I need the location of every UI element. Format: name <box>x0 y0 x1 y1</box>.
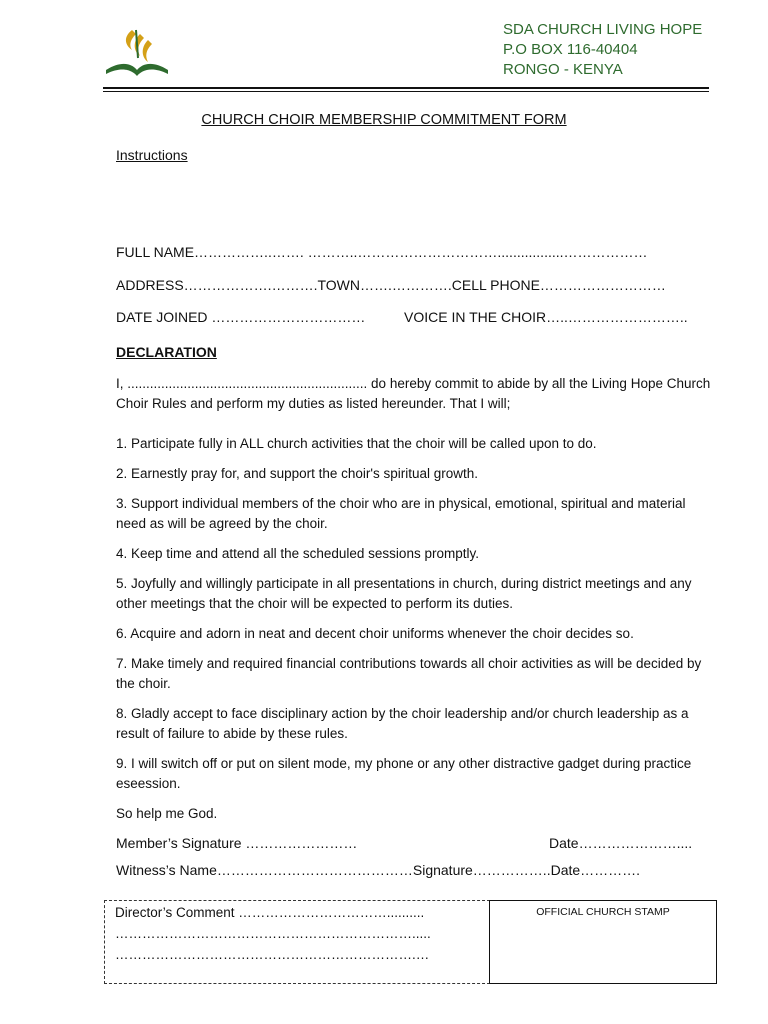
declaration-item-5: 5. Joyfully and willingly participate in all presentations in church, during district meetings and any other meetings that the choir will be expected to perform its duties. <box>116 576 692 611</box>
declaration-intro: I, ................................................................ do hereby commit to abide by all the Living Hope Church Choir Rules and perform my duties as listed hereunder. That I will; <box>116 376 711 411</box>
member-signature-field[interactable]: Member’s Signature …………………… <box>116 835 358 851</box>
form-title: CHURCH CHOIR MEMBERSHIP COMMITMENT FORM <box>201 112 567 128</box>
declaration-item-2: 2. Earnestly pray for, and support the choir's spiritual growth. <box>116 466 479 481</box>
declaration-item-1: 1. Participate fully in ALL church activities that the choir will be called upon to do. <box>116 436 597 451</box>
director-comment-box[interactable] <box>104 900 490 984</box>
declaration-item-9: 9. I will switch off or put on silent mode, my phone or any other distractive gadget during practice eseession. <box>116 756 692 791</box>
witness-field[interactable]: Witness’s Name……………………………………Signature……………..Date…………. <box>116 862 641 878</box>
declaration-item-7: 7. Make timely and required financial contributions towards all choir activities as will be decided by the choir. <box>116 656 702 691</box>
declaration-item-8: 8. Gladly accept to face disciplinary action by the choir leadership and/or church leadership as a result of failure to abide by these rules. <box>116 706 689 741</box>
member-date-field[interactable]: Date………………….... <box>549 835 693 851</box>
organization-address <box>503 20 702 80</box>
instructions-label: Instructions <box>116 147 188 163</box>
declaration-item-6: 6. Acquire and adorn in neat and decent choir uniforms whenever the choir decides so. <box>116 626 634 641</box>
org-po-box: P.O BOX 116-40404 <box>503 41 638 58</box>
header-rule-thin <box>103 91 709 92</box>
date-joined-field[interactable]: DATE JOINED …………………………… <box>116 309 366 325</box>
director-comment-line-1: Director’s Comment …………………………….......... <box>115 905 425 920</box>
declaration-item-4: 4. Keep time and attend all the scheduled sessions promptly. <box>116 546 479 561</box>
stamp-label: OFFICIAL CHURCH STAMP <box>536 906 670 918</box>
official-stamp-box <box>489 900 717 984</box>
org-location: RONGO - KENYA <box>503 61 623 78</box>
declaration-heading: DECLARATION <box>116 344 217 360</box>
org-name: SDA CHURCH LIVING HOPE <box>503 21 703 38</box>
sda-logo-icon <box>102 26 172 80</box>
director-comment-line-2: …………………………………………………………..... <box>115 926 431 941</box>
voice-field[interactable]: VOICE IN THE CHOIR…..…………………….. <box>404 309 688 325</box>
declaration-closing: So help me God. <box>116 806 218 821</box>
header-rule-thick <box>103 87 709 89</box>
director-comment-line-3: ………………………………………………………….… <box>115 947 430 962</box>
address-town-phone-field[interactable]: ADDRESS……………….……….TOWN…….………….CELL PHONE……………………… <box>116 277 666 293</box>
declaration-item-3: 3. Support individual members of the choir who are in physical, emotional, spiritual and material need as will be agreed by the choir. <box>116 496 686 531</box>
full-name-field[interactable]: FULL NAME……………..……. ………..………………………….................……………… <box>116 244 648 260</box>
